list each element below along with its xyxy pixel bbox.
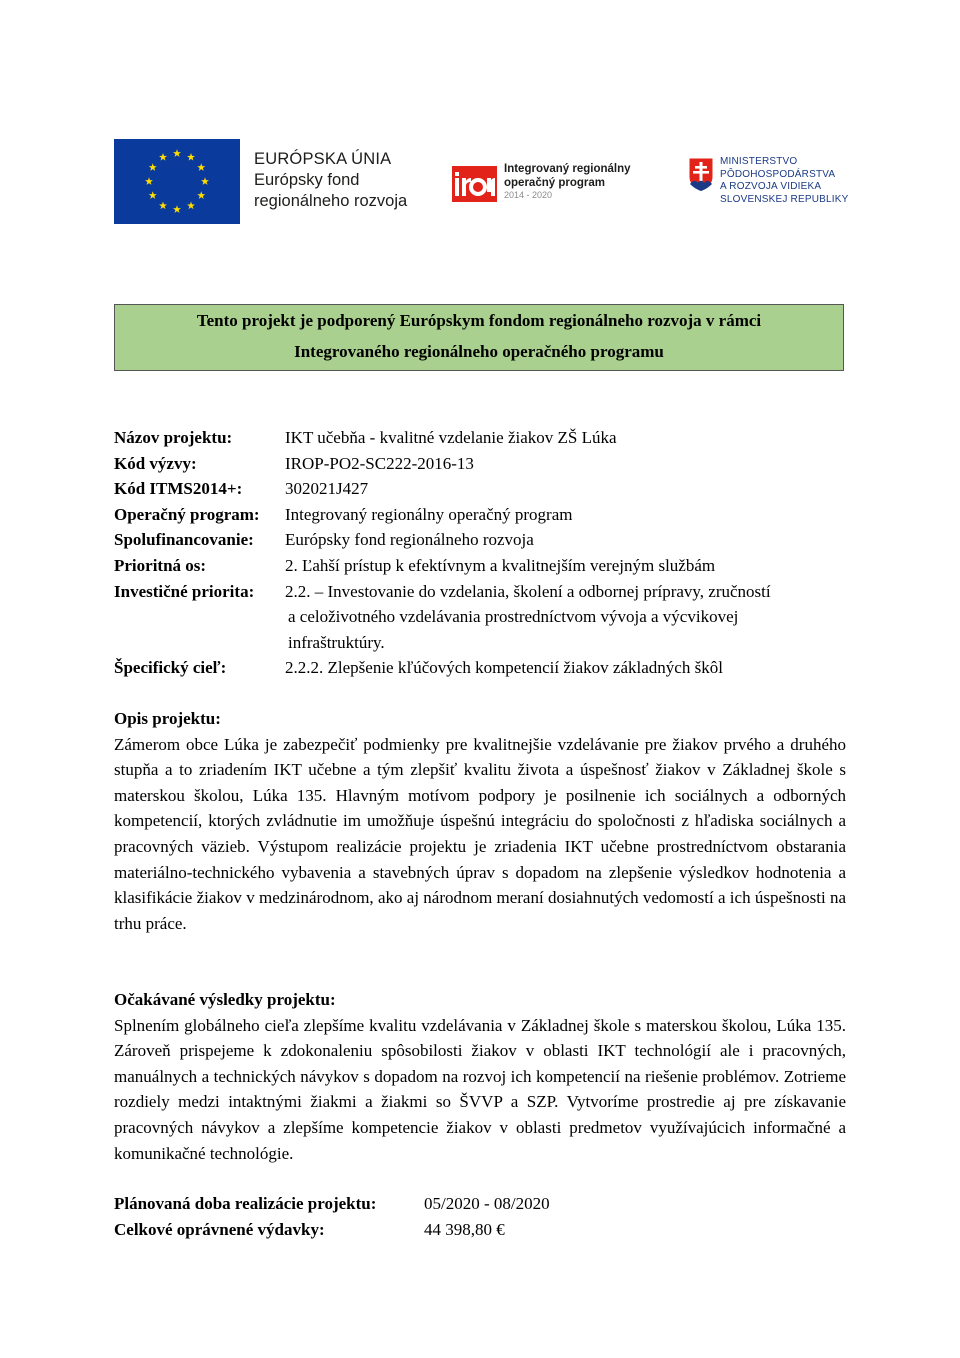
project-details (114, 425, 854, 681)
eu-star-icon (187, 153, 195, 161)
detail-row-project-name (114, 425, 854, 451)
detail-value: IROP-PO2-SC222-2016-13 (285, 453, 474, 473)
detail-row-investment-priority (114, 579, 854, 656)
banner-line2: Integrovaného regionálneho operačného programu (294, 342, 664, 361)
eu-star-icon (197, 163, 205, 171)
project-description-section (114, 706, 846, 936)
section-heading: Opis projektu: (114, 709, 221, 728)
eu-star-icon (149, 163, 157, 171)
irop-logo-text (504, 162, 631, 201)
section-text: Zámerom obce Lúka je zabezpečiť podmienky pre kvalitnejšie vzdelávanie pre žiakov prvého a druhého stupňa a to zriadením IKT učebne a tým zlepšiť kvalitu života a úspešnosť žiakov v Základnej škole s materskou školou, Lúka 135. Hlavným motívom podpory je posilnenie ich sociálnych a odborných kompetencií, ktorých zvládnutie im umožňuje úspešnú integráciu do spoločnosti z hľadiska sociálnych a pracovných väzieb. Výstupom realizácie projektu je zriadenia IKT učebne prostredníctvom obstarania materiálno-technického vybavenia a stavebných úprav s dopadom na zlepšenie výsledkov hodnotenia a klasifikácie žiakov v medzinárodnom, ako aj národnom meraní dosiahnutých vedomostí a ich úspešnosti na trhu práce. (114, 734, 846, 933)
detail-row-cofinancing (114, 527, 854, 553)
slovak-crest-icon (688, 157, 714, 192)
summary-value: 05/2020 - 08/2020 (424, 1194, 550, 1213)
eu-flag-logo (114, 139, 240, 224)
detail-row-itms-code (114, 476, 854, 502)
irop-logo-line1: Integrovaný regionálny (504, 163, 631, 175)
eu-star-icon (187, 202, 195, 210)
eu-star-icon (159, 202, 167, 210)
banner-line1: Tento projekt je podporený Európskym fondom regionálneho rozvoja v rámci (196, 311, 762, 330)
ministry-line4: SLOVENSKEJ REPUBLIKY (720, 193, 849, 205)
detail-value: IKT učebňa - kvalitné vzdelanie žiakov ZŠ Lúka (285, 428, 617, 447)
detail-label: Investičné priorita: (114, 581, 255, 601)
detail-row-priority-axis (114, 553, 854, 579)
eu-star-icon (149, 191, 157, 199)
detail-value-line1: 2.2. – Investovanie do vzdelania, školení a odbornej prípravy, zručností (285, 581, 771, 601)
detail-label: Kód výzvy: (114, 453, 197, 473)
detail-value-line2: a celoživotného vzdelávania prostredníctvom vývoja a výcvikovej (288, 607, 739, 627)
detail-row-operational-program (114, 502, 854, 528)
detail-row-call-code (114, 451, 854, 477)
detail-label: Špecifický cieľ: (114, 658, 227, 678)
irop-logo-icon (452, 166, 497, 202)
detail-label: Spolufinancovanie: (114, 530, 254, 550)
ministry-line2: PÔDOHOSPODÁRSTVA (720, 168, 836, 180)
irop-logo-line2: operačný program (504, 177, 605, 189)
eu-star-icon (197, 191, 205, 199)
detail-label: Kód ITMS2014+: (114, 479, 243, 499)
detail-value: 2. Ľahší prístup k efektívnym a kvalitnejším verejným službám (285, 555, 716, 575)
summary-row-period (114, 1191, 550, 1217)
eu-star-icon (173, 205, 181, 213)
ministry-line3: A ROZVOJA VIDIEKA (720, 181, 822, 192)
detail-label: Prioritná os: (114, 555, 207, 575)
irop-logo-line3: 2014 - 2020 (504, 190, 553, 200)
eu-star-icon (201, 177, 209, 185)
section-heading: Očakávané výsledky projektu: (114, 990, 336, 1009)
detail-value-line3: infraštruktúry. (288, 632, 385, 652)
ministry-line1: MINISTERSTVO (720, 156, 798, 167)
section-text: Splnením globálneho cieľa zlepšíme kvalitu vzdelávania v Základnej škole s materskou školou, Lúka 135. Zároveň prispejeme k zdokonaleniu spôsobilosti žiakov v oblasti IKT technológií ale i pracovných, manuálnych a technických návykov s dopadom na rozvoj ich kompetencií na riešenie problémov. Zotrieme rozdiely medzi intaktnými žiakmi a žiakmi so ŠVVP a SZP. Vytvoríme prostredie aj pre získavanie pracovných návykov a zlepšíme kompetencie žiakov v oblasti predmetov využívajúcich informačné a komunikačné technológie. (114, 1015, 846, 1163)
detail-value: 302021J427 (285, 479, 369, 499)
eu-logo-line2: Európsky fond (254, 171, 360, 189)
expected-results-section (114, 987, 846, 1166)
project-summary (114, 1191, 550, 1242)
summary-value: 44 398,80 € (424, 1219, 505, 1239)
eu-star-icon (159, 153, 167, 161)
eu-star-icon (173, 149, 181, 157)
detail-row-specific-goal (114, 655, 854, 681)
detail-label: Názov projektu: (114, 428, 233, 447)
summary-row-cost (114, 1217, 550, 1243)
ministry-logo-text (720, 156, 849, 206)
eu-star-icon (145, 177, 153, 185)
detail-value: Európsky fond regionálneho rozvoja (285, 530, 534, 550)
summary-label: Plánovaná doba realizácie projektu: (114, 1194, 377, 1213)
eu-logo-line3: regionálneho rozvoja (254, 192, 408, 210)
summary-label: Celkové oprávnené výdavky: (114, 1219, 325, 1239)
detail-value: 2.2.2. Zlepšenie kľúčových kompetencií žiakov základných škôl (285, 658, 723, 678)
detail-label: Operačný program: (114, 504, 260, 524)
eu-stars-icon (114, 139, 240, 224)
detail-value (285, 579, 854, 656)
eu-logo-text (254, 149, 407, 212)
funding-banner (114, 304, 844, 371)
detail-value: Integrovaný regionálny operačný program (285, 504, 573, 524)
eu-logo-line1: EURÓPSKA ÚNIA (254, 150, 392, 168)
